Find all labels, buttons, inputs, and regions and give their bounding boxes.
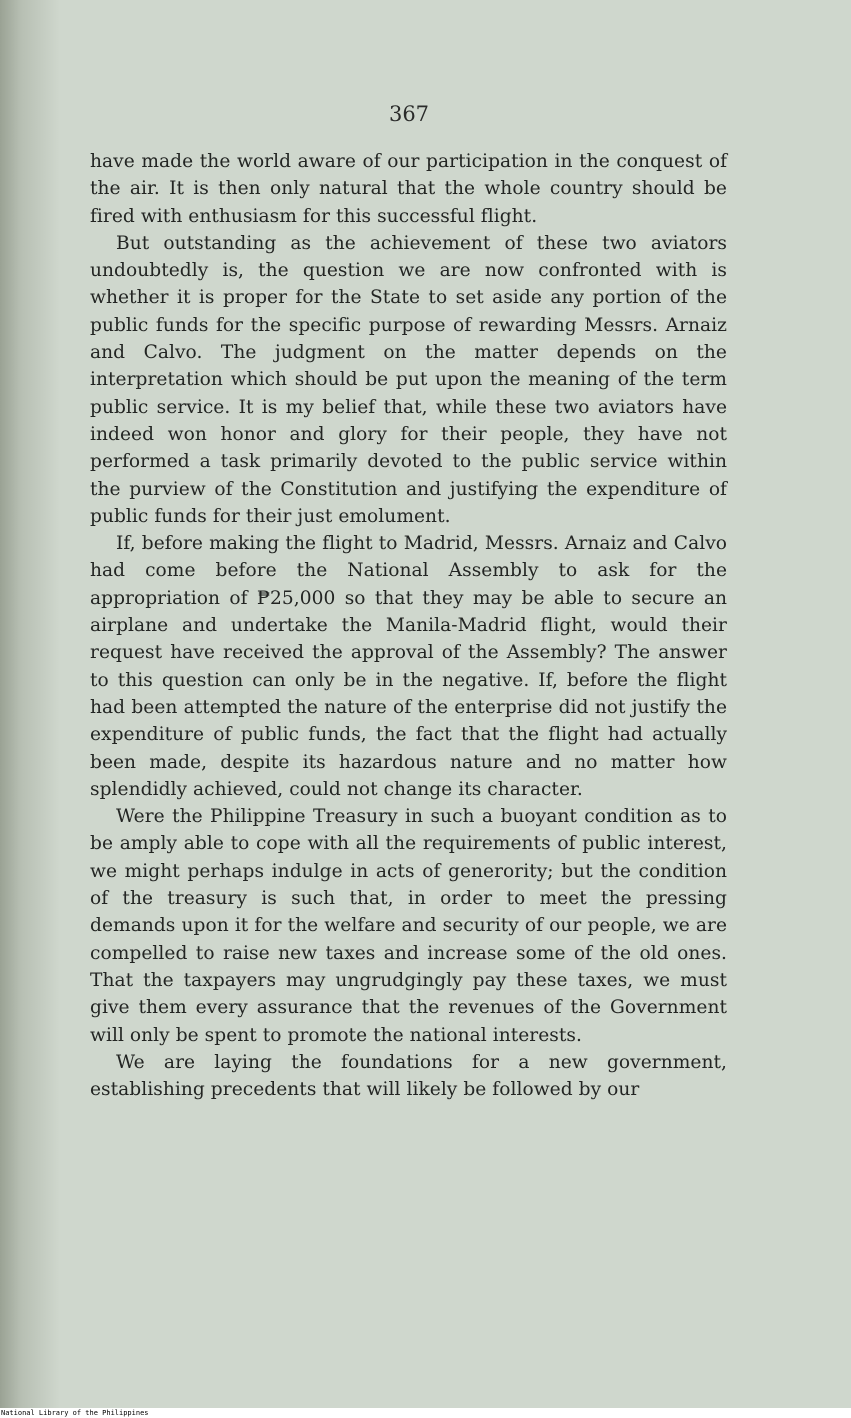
paragraph-1: have made the world aware of our participation in the conquest of the air. It is then only natural that the whole country should be fired with enthusiasm for this successful flight.	[90, 151, 727, 227]
page-number: 367	[388, 102, 430, 126]
paragraph-3: If, before making the flight to Madrid, Messrs. Arnaiz and Calvo had come before the National Assembly to ask for the appropriation of ₱25,000 so that they may be able to secure an airplane and undertake the Manila-Madrid flight, would their request have received the approval of the Assembly? The answer to this question can only be in the negative. If, before the flight had been attempted the nature of the enterprise did not justify the expenditure of public funds, the fact that the flight had actually been made, despite its hazardous nature and no matter how splendidly achieved, could not change its character.	[90, 533, 727, 800]
binding-shadow	[0, 0, 60, 1408]
library-credit: National Library of the Philippines	[1, 1409, 149, 1417]
paragraph-5: We are laying the foundations for a new government, establishing precedents that will likely be followed by our	[90, 1051, 727, 1101]
paragraph-2: But outstanding as the achievement of these two aviators undoubtedly is, the question we are now confronted with is whether it is proper for the State to set aside any portion of the public funds for the specific purpose of rewarding Messrs. Arnaiz and Calvo. The judgment on the matter depends on the interpretation which should be put upon the meaning of the term public service. It is my belief that, while these two aviators have indeed won honor and glory for their people, they have not performed a task primarily devoted to the public service within the purview of the Constitution and justifying the expenditure of public funds for their just emolument.	[90, 232, 727, 527]
body-text	[90, 148, 727, 1103]
paragraph-4: Were the Philippine Treasury in such a buoyant condition as to be amply able to cope with all the requirements of public interest, we might perhaps indulge in acts of generority; but the condition of the treasury is such that, in order to meet the pressing demands upon it for the welfare and security of our people, we are compelled to raise new taxes and increase some of the old ones. That the taxpayers may ungrudgingly pay these taxes, we must give them every assurance that the revenues of the Government will only be spent to promote the national interests.	[90, 806, 727, 1046]
